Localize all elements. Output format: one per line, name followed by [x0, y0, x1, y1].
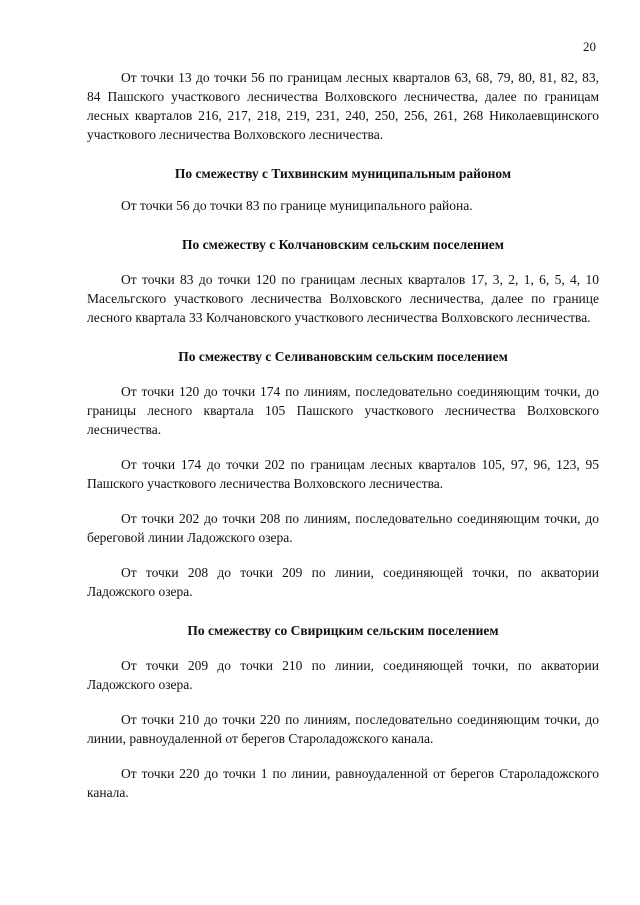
paragraph-points-210-220: От точки 210 до точки 220 по линиям, последовательно соединяющим точки, до линии, равноудаленной от берегов Староладожского канала. [87, 712, 599, 746]
section-heading-tikhvin: По смежеству с Тихвинским муниципальным районом [174, 166, 512, 181]
section-heading-selivanovo: По смежеству с Селивановским сельским поселением [178, 349, 508, 364]
paragraph-points-174-202: От точки 174 до точки 202 по границам лесных кварталов 105, 97, 96, 123, 95 Пашского участкового лесничества Волховского лесничества. [87, 457, 599, 491]
paragraph-points-120-174: От точки 120 до точки 174 по линиям, последовательно соединяющим точки, до границы лесного квартала 105 Пашского участкового лесничества Волховского лесничества. [87, 384, 599, 437]
paragraph-points-13-56: От точки 13 до точки 56 по границам лесных кварталов 63, 68, 79, 80, 81, 82, 83, 84 Пашского участкового лесничества Волховского лесничества, далее по границам лесных кварталов 216, 217, 218, 219, 231, 240, 250, 256, 261, 268 Николаевщинского участкового лесничества Волховского лесничества. [87, 70, 599, 142]
paragraph-points-56-83: От точки 56 до точки 83 по границе муниципального района. [121, 198, 473, 213]
paragraph-points-209-210: От точки 209 до точки 210 по линии, соединяющей точки, по акватории Ладожского озера. [87, 658, 599, 692]
page-number: 20 [583, 39, 596, 54]
paragraph-points-83-120: От точки 83 до точки 120 по границам лесных кварталов 17, 3, 2, 1, 6, 5, 4, 10 Масельгского участкового лесничества Волховского лесничества, далее по границе лесного квартала 33 Колчановского участкового лесничества Волховского лесничества. [87, 272, 599, 325]
paragraph-points-220-1: От точки 220 до точки 1 по линии, равноудаленной от берегов Староладожского канала. [87, 766, 599, 800]
section-heading-svirica: По смежеству со Свирицким сельским поселением [187, 623, 499, 638]
section-heading-kolchanovo: По смежеству с Колчановским сельским поселением [182, 237, 504, 252]
paragraph-points-208-209: От точки 208 до точки 209 по линии, соединяющей точки, по акватории Ладожского озера. [87, 565, 599, 599]
document-body [87, 68, 599, 802]
paragraph-points-202-208: От точки 202 до точки 208 по линиям, последовательно соединяющим точки, до береговой линии Ладожского озера. [87, 511, 599, 545]
